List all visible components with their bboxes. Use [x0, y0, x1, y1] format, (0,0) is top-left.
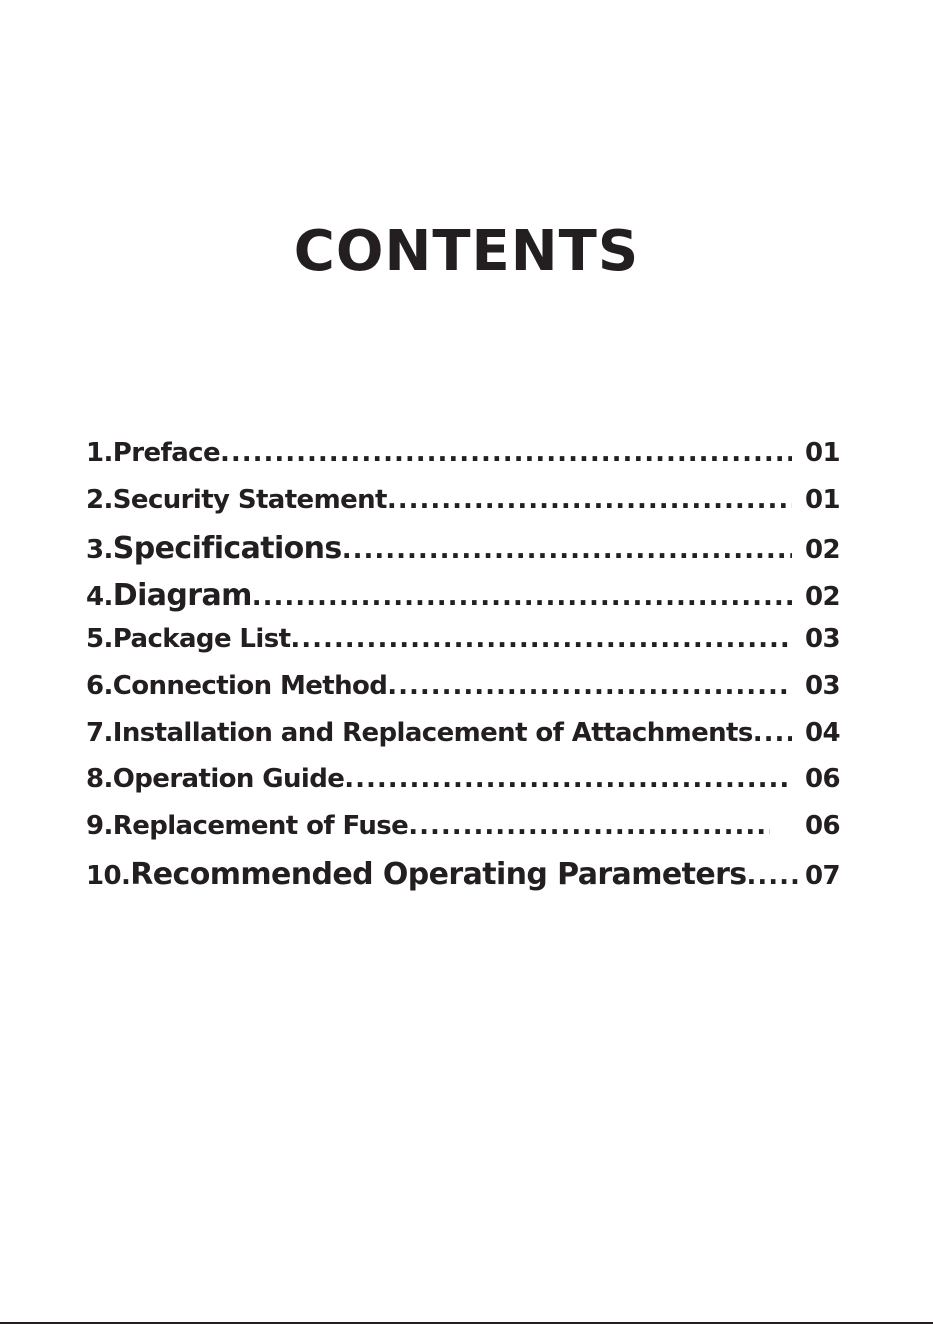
toc-entry-number: 2.	[86, 484, 113, 515]
table-of-contents	[86, 438, 840, 904]
toc-entry-preface[interactable]	[86, 438, 840, 485]
toc-entry-label: Installation and Replacement of Attachments	[112, 717, 753, 748]
toc-entry-label: Operation Guide	[112, 764, 345, 795]
toc-entry-installation[interactable]	[86, 718, 840, 765]
toc-entry-replacement-of-fuse[interactable]	[86, 811, 840, 858]
toc-leader-dots	[220, 438, 792, 468]
toc-entry-package-list[interactable]	[86, 624, 840, 671]
toc-entry-label: Package List	[112, 624, 291, 655]
toc-entry-number: 9.	[86, 810, 113, 841]
toc-entry-label: Diagram	[112, 577, 252, 613]
toc-entry-security-statement[interactable]	[86, 485, 840, 532]
toc-entry-page: 01	[805, 438, 840, 468]
toc-entry-number: 6.	[86, 670, 113, 701]
toc-leader-dots	[344, 764, 792, 794]
toc-entry-label: Recommended Operating Parameters	[130, 857, 747, 893]
toc-leader-dots	[387, 485, 792, 515]
toc-entry-page: 02	[805, 535, 840, 566]
toc-entry-label: Preface	[112, 438, 220, 468]
toc-leader-dots	[387, 671, 792, 701]
toc-entry-page: 04	[805, 717, 840, 748]
toc-entry-page: 06	[805, 764, 840, 795]
toc-entry-specifications[interactable]	[86, 531, 840, 578]
toc-entry-page: 06	[805, 810, 840, 841]
toc-entry-label: Specifications	[112, 531, 342, 567]
toc-entry-page: 03	[805, 624, 840, 655]
toc-entry-page: 07	[805, 861, 840, 892]
toc-leader-dots	[290, 624, 792, 654]
toc-leader-dots	[342, 535, 792, 565]
toc-entry-operation-guide[interactable]	[86, 764, 840, 811]
toc-entry-label: Security Statement	[112, 484, 387, 515]
toc-entry-number: 8.	[86, 764, 113, 795]
toc-entry-number: 1.	[86, 438, 113, 468]
toc-leader-dots	[747, 861, 800, 891]
toc-entry-page: 03	[805, 670, 840, 701]
toc-entry-connection-method[interactable]	[86, 671, 840, 718]
toc-entry-number: 10.	[86, 861, 131, 892]
toc-entry-number: 4.	[86, 581, 113, 612]
toc-entry-label: Replacement of Fuse	[112, 810, 409, 841]
toc-entry-number: 7.	[86, 717, 113, 748]
page-title: CONTENTS	[293, 219, 640, 284]
toc-entry-page: 01	[805, 484, 840, 515]
toc-entry-number: 3.	[86, 535, 113, 566]
toc-entry-recommended-parameters[interactable]	[86, 857, 840, 904]
toc-leader-dots	[408, 811, 770, 841]
toc-entry-diagram[interactable]	[86, 578, 840, 625]
toc-entry-page: 02	[805, 581, 840, 612]
toc-leader-dots	[252, 582, 792, 612]
toc-entry-label: Connection Method	[112, 670, 388, 701]
toc-leader-dots	[753, 718, 792, 748]
toc-entry-number: 5.	[86, 624, 113, 655]
